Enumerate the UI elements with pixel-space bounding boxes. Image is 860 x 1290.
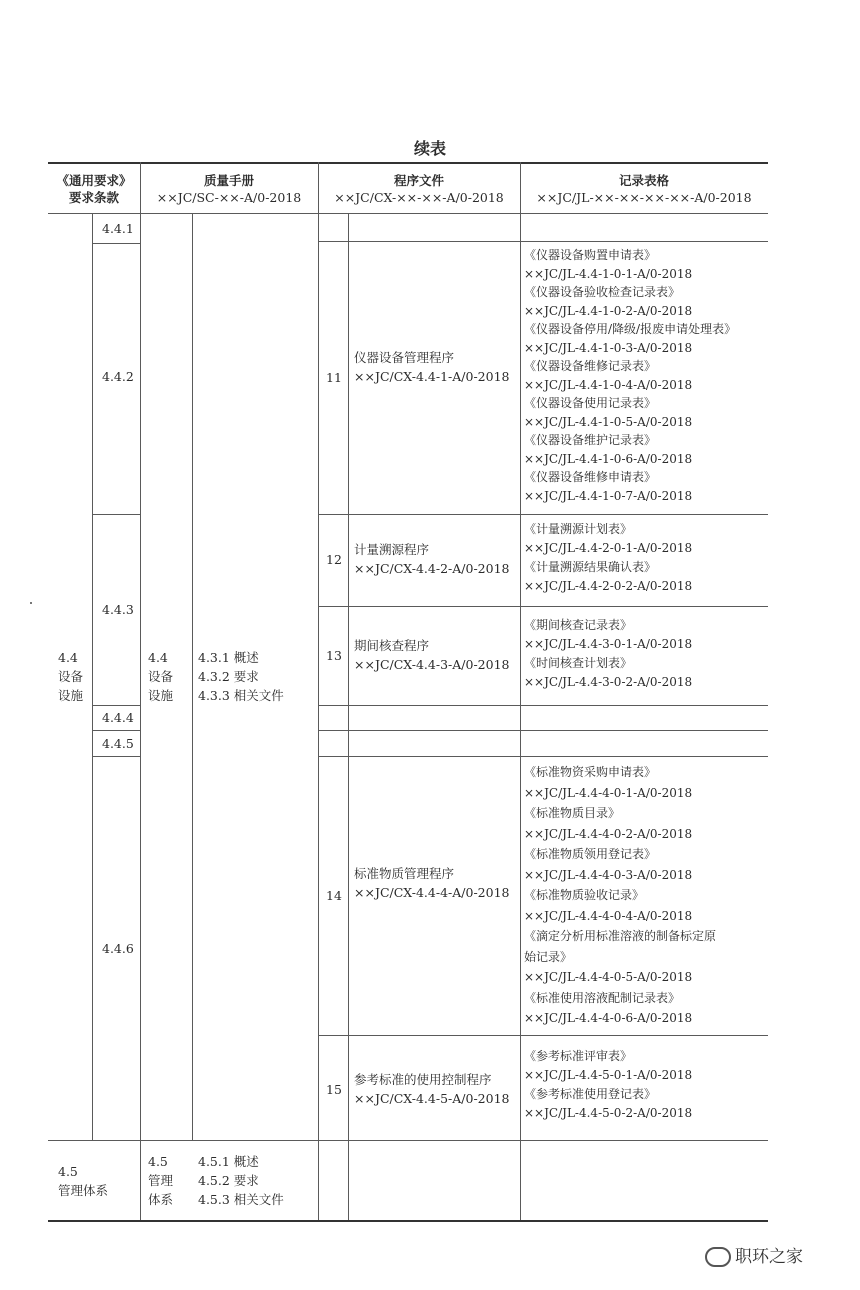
procedure-name: 计量溯源程序 ××JC/CX-4.4-2-A/0-2018 [354,542,510,576]
subclause: 4.4.6 [102,941,134,956]
subclause: 4.4.5 [102,736,134,751]
record-list: 《仪器设备购置申请表》 ××JC/JL-4.4-1-0-1-A/0-2018 《仪器设备验收检查记录表》 ××JC/JL-4.4-1-0-2-A/0-2018 《仪器设备停用/降级/报废申请处理表》 ××JC/JL-4.4-1-0-3-A/0-2018 《仪器设备维修记录表》 ××JC/JL-4.4-1-0-4-A/0-2018 《仪器设备使用记录表》 ××JC/JL-4.4-1-0-5-A/0-2018 《仪器设备维护记录表》 ××JC/JL-4.4-1-0-6-A/0-2018 《仪器设备维修申请表》 ××JC/JL-4.4-1-0-7-A/0-2018 [524,248,737,503]
subclause: 4.4.2 [102,369,134,384]
record-list: 《期间核查记录表》 ××JC/JL-4.4-3-0-1-A/0-2018 《时间核查计划表》 ××JC/JL-4.4-3-0-2-A/0-2018 [524,618,693,689]
header-quality-manual: 质量手册 ××JC/SC-××-A/0-2018 [156,173,302,205]
procedure-name: 标准物质管理程序 ××JC/CX-4.4-4-A/0-2018 [354,866,510,900]
header-requirements: 《通用要求》 要求条款 [56,173,132,205]
subclause: 4.4.3 [102,602,134,617]
table-bottom-rule [48,1220,768,1222]
header-rule [48,213,768,214]
req-group-4-4: 4.4 设备 设施 [58,650,84,703]
document-table [48,162,768,1222]
procedure-number: 15 [326,1082,342,1097]
procedure-number: 14 [326,888,342,903]
watermark: 职环之家 [705,1242,803,1267]
table-top-rule [48,162,768,164]
section-rule [48,1140,768,1141]
record-list: 《计量溯源计划表》 ××JC/JL-4.4-2-0-1-A/0-2018 《计量溯源结果确认表》 ××JC/JL-4.4-2-0-2-A/0-2018 [524,522,693,593]
manual-items-4-5: 4.5.1 概述 4.5.2 要求 4.5.3 相关文件 [198,1154,284,1207]
manual-section-4-5: 4.5 管理 体系 [148,1154,174,1207]
procedure-number: 13 [326,648,342,663]
wechat-icon [705,1247,731,1267]
req-group-4-5: 4.5 管理体系 [58,1164,109,1198]
record-list: 《标准物资采购申请表》 ××JC/JL-4.4-4-0-1-A/0-2018 《标准物质目录》 ××JC/JL-4.4-4-0-2-A/0-2018 《标准物质领用登记表》 ××JC/JL-4.4-4-0-3-A/0-2018 《标准物质验收记录》 ××JC/JL-4.4-4-0-4-A/0-2018 《滴定分析用标准溶液的制备标定原 始记录》 ××JC/JL-4.4-4-0-5-A/0-2018 《标准使用溶液配制记录表》 ××JC/JL-4.4-4-0-6-A/0-2018 [524,765,717,1025]
page-title: 续表 [413,139,446,158]
procedure-number: 11 [326,370,342,385]
procedure-name: 仪器设备管理程序 ××JC/CX-4.4-1-A/0-2018 [354,350,510,384]
subclause: 4.4.1 [102,221,134,236]
header-records: 记录表格 ××JC/JL-××-××-××-××-A/0-2018 [536,173,752,205]
record-list: 《参考标准评审表》 ××JC/JL-4.4-5-0-1-A/0-2018 《参考标准使用登记表》 ××JC/JL-4.4-5-0-2-A/0-2018 [524,1049,693,1120]
procedure-name: 期间核查程序 ××JC/CX-4.4-3-A/0-2018 [354,638,510,672]
procedure-number: 12 [326,552,342,567]
scan-speck [30,602,32,604]
manual-items-4-4: 4.3.1 概述 4.3.2 要求 4.3.3 相关文件 [198,650,284,703]
header-procedures: 程序文件 ××JC/CX-××-××-A/0-2018 [334,173,504,205]
manual-section-4-4: 4.4 设备 设施 [148,650,174,703]
procedure-name: 参考标准的使用控制程序 ××JC/CX-4.4-5-A/0-2018 [354,1072,510,1106]
subclause: 4.4.4 [102,710,134,725]
